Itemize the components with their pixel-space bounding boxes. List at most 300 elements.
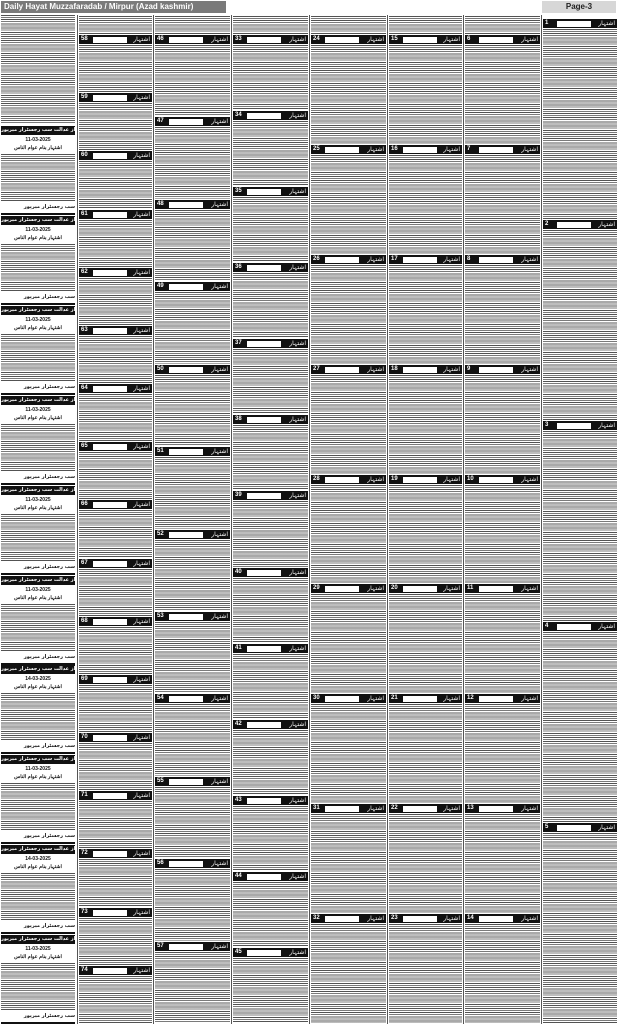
article-text bbox=[233, 806, 308, 871]
notice-number: 19 bbox=[391, 476, 398, 482]
notice-header bbox=[79, 326, 152, 335]
notice-brand-label: اشتہار bbox=[521, 805, 538, 812]
column-1 bbox=[77, 15, 153, 1024]
notice-number: 36 bbox=[235, 264, 242, 270]
header-blank-box bbox=[479, 806, 513, 812]
notice-brand-label: اشتہار bbox=[133, 618, 150, 625]
article-text bbox=[233, 882, 308, 947]
notice-header bbox=[79, 849, 152, 858]
notice-brand-label: اشتہار bbox=[289, 188, 306, 195]
notice-brand-label: اشتہار bbox=[289, 112, 306, 119]
notice-brand-label: اشتہار bbox=[443, 366, 460, 373]
notice-header bbox=[233, 111, 308, 120]
article-text bbox=[79, 801, 152, 848]
article-text bbox=[389, 265, 462, 364]
notice-brand-label: اشتہار bbox=[211, 695, 228, 702]
notice-header bbox=[389, 35, 462, 44]
article-text bbox=[79, 103, 152, 150]
article-text bbox=[155, 787, 230, 858]
notice-signature: سب رجسٹرار میرپور bbox=[23, 743, 75, 749]
masthead bbox=[0, 0, 617, 14]
header-blank-box bbox=[403, 916, 437, 922]
notice-brand-label: اشتہار bbox=[133, 211, 150, 218]
notice-brand-label: اشتہار bbox=[598, 824, 615, 831]
notice-date: 11-03-2025 bbox=[25, 317, 51, 323]
notice-number: 70 bbox=[81, 734, 88, 740]
notice-number: 66 bbox=[81, 501, 88, 507]
header-blank-box bbox=[325, 37, 359, 43]
article-text bbox=[79, 220, 152, 267]
notice-header bbox=[79, 35, 152, 44]
header-blank-box bbox=[247, 646, 281, 652]
notice-header bbox=[155, 694, 230, 703]
notice-brand-label: اشتہار bbox=[521, 146, 538, 153]
notice-signature: سب رجسٹرار میرپور bbox=[23, 204, 75, 210]
article-text bbox=[543, 230, 617, 420]
notice-title: اشتہار بنام عوام الناس bbox=[14, 235, 62, 241]
notice-number: 16 bbox=[391, 146, 398, 152]
notice-number: 32 bbox=[313, 915, 320, 921]
notice-number: 72 bbox=[81, 850, 88, 856]
article-text bbox=[79, 452, 152, 499]
header-blank-box bbox=[557, 423, 591, 429]
notice-number: 39 bbox=[235, 492, 242, 498]
article-text bbox=[233, 654, 308, 719]
notice-header bbox=[543, 220, 617, 229]
notice-number: 53 bbox=[157, 613, 164, 619]
notice-number: 17 bbox=[391, 256, 398, 262]
notice-brand-label: اشتہار bbox=[211, 118, 228, 125]
notice-header bbox=[389, 584, 462, 593]
notice-signature: سب رجسٹرار میرپور bbox=[23, 564, 75, 570]
header-blank-box bbox=[93, 677, 127, 683]
article-text bbox=[543, 29, 617, 219]
header-blank-box bbox=[169, 696, 203, 702]
notice-number: 65 bbox=[81, 443, 88, 449]
article-text bbox=[465, 45, 540, 144]
header-blank-box bbox=[169, 861, 203, 867]
article-text bbox=[79, 161, 152, 209]
article-text bbox=[1, 873, 75, 921]
article-text bbox=[1, 963, 75, 1011]
notice-number: 49 bbox=[157, 283, 164, 289]
notice-header bbox=[389, 914, 462, 923]
notice-header bbox=[465, 255, 540, 264]
article-text bbox=[233, 578, 308, 643]
notice-number: 7 bbox=[467, 146, 471, 152]
notice-brand-label: اشتہار bbox=[133, 734, 150, 741]
notice-title: اشتہار بنام عوام الناس bbox=[14, 774, 62, 780]
notice-brand-label: اشتہار bbox=[598, 221, 615, 228]
header-blank-box bbox=[169, 284, 203, 290]
article-text bbox=[311, 45, 386, 144]
notice-brand-label: اشتہار bbox=[133, 676, 150, 683]
article-text bbox=[155, 127, 230, 199]
notice-number: 46 bbox=[157, 36, 164, 42]
notice-number: 45 bbox=[235, 949, 242, 955]
notice-header bbox=[233, 263, 308, 272]
notice-brand-label: اشتہار bbox=[133, 269, 150, 276]
notice-number: 54 bbox=[157, 695, 164, 701]
notice-brand-label: اشتہار bbox=[521, 695, 538, 702]
notice-header bbox=[311, 365, 386, 374]
notice-number: 51 bbox=[157, 448, 164, 454]
notice-number: 40 bbox=[235, 569, 242, 575]
notice-brand-label: اشتہار bbox=[443, 256, 460, 263]
article-text bbox=[233, 273, 308, 338]
notice-office: از عدالت سب رجسٹرار میرپور bbox=[1, 217, 75, 223]
article-text bbox=[1, 15, 75, 123]
article-text bbox=[233, 730, 308, 795]
header-blank-box bbox=[479, 147, 513, 153]
article-text bbox=[389, 594, 462, 693]
notice-number: 74 bbox=[81, 967, 88, 973]
notice-header bbox=[543, 421, 617, 430]
notice-brand-label: اشتہار bbox=[133, 385, 150, 392]
header-blank-box bbox=[403, 696, 437, 702]
header-blank-box bbox=[169, 944, 203, 950]
notice-header bbox=[79, 384, 152, 393]
notice-office: از عدالت سب رجسٹرار میرپور bbox=[1, 666, 75, 672]
article-text bbox=[389, 485, 462, 583]
notice-number: 8 bbox=[467, 256, 471, 262]
notice-header bbox=[311, 475, 386, 484]
notice-number: 29 bbox=[313, 585, 320, 591]
article-text bbox=[389, 45, 462, 144]
article-text bbox=[79, 336, 152, 383]
notice-number: 31 bbox=[313, 805, 320, 811]
header-blank-box bbox=[403, 367, 437, 373]
header-blank-box bbox=[169, 367, 203, 373]
notice-brand-label: اشتہار bbox=[367, 805, 384, 812]
article-text bbox=[543, 632, 617, 822]
header-blank-box bbox=[93, 386, 127, 392]
notice-brand-label: اشتہار bbox=[133, 94, 150, 101]
article-text bbox=[1, 424, 75, 472]
article-text bbox=[233, 45, 308, 110]
header-blank-box bbox=[247, 189, 281, 195]
notice-header bbox=[79, 442, 152, 451]
article-text bbox=[311, 155, 386, 254]
header-blank-box bbox=[93, 561, 127, 567]
article-text bbox=[389, 924, 462, 1023]
notice-brand-label: اشتہار bbox=[289, 36, 306, 43]
article-text bbox=[79, 743, 152, 790]
article-text bbox=[79, 976, 152, 1023]
header-blank-box bbox=[479, 477, 513, 483]
header-blank-box bbox=[325, 806, 359, 812]
notice-number: 41 bbox=[235, 645, 242, 651]
notice-office: از عدالت سب رجسٹرار میرپور bbox=[1, 577, 75, 583]
article-text bbox=[311, 594, 386, 693]
notice-header bbox=[233, 872, 308, 881]
notice-brand-label: اشتہار bbox=[289, 873, 306, 880]
article-text bbox=[1, 514, 75, 562]
header-blank-box bbox=[169, 614, 203, 620]
notice-brand-label: اشتہار bbox=[367, 146, 384, 153]
notice-header bbox=[233, 491, 308, 500]
notice-number: 73 bbox=[81, 909, 88, 915]
column-4 bbox=[309, 15, 387, 1024]
notice-brand-label: اشتہار bbox=[289, 797, 306, 804]
header-blank-box bbox=[247, 874, 281, 880]
notice-number: 18 bbox=[391, 366, 398, 372]
header-blank-box bbox=[247, 37, 281, 43]
article-text bbox=[311, 704, 386, 803]
notice-brand-label: اشتہار bbox=[211, 201, 228, 208]
header-blank-box bbox=[169, 532, 203, 538]
notice-brand-label: اشتہار bbox=[443, 36, 460, 43]
notice-header bbox=[155, 117, 230, 126]
notice-header bbox=[233, 720, 308, 729]
article-text bbox=[1, 334, 75, 382]
header-blank-box bbox=[93, 95, 127, 101]
article-text bbox=[1, 154, 75, 202]
notice-brand-label: اشتہار bbox=[521, 36, 538, 43]
notice-brand-label: اشتہار bbox=[367, 476, 384, 483]
notice-brand-label: اشتہار bbox=[211, 283, 228, 290]
header-blank-box bbox=[93, 328, 127, 334]
notice-signature: سب رجسٹرار میرپور bbox=[23, 833, 75, 839]
notice-number: 4 bbox=[545, 623, 549, 629]
article-text bbox=[543, 431, 617, 621]
notice-header bbox=[465, 145, 540, 154]
notice-brand-label: اشتہار bbox=[443, 146, 460, 153]
notice-header bbox=[389, 804, 462, 813]
notice-header bbox=[155, 942, 230, 951]
notice-brand-label: اشتہار bbox=[367, 915, 384, 922]
article-text bbox=[311, 485, 386, 583]
notice-title: اشتہار بنام عوام الناس bbox=[14, 505, 62, 511]
header-blank-box bbox=[479, 586, 513, 592]
notice-brand-label: اشتہار bbox=[598, 623, 615, 630]
newspaper-columns bbox=[0, 15, 617, 1024]
header-blank-box bbox=[403, 586, 437, 592]
notice-header bbox=[79, 617, 152, 626]
notice-header bbox=[465, 475, 540, 484]
notice-number: 27 bbox=[313, 366, 320, 372]
notice-number: 28 bbox=[313, 476, 320, 482]
notice-brand-label: اشتہار bbox=[211, 778, 228, 785]
notice-number: 24 bbox=[313, 36, 320, 42]
notice-header bbox=[465, 914, 540, 923]
notice-brand-label: اشتہار bbox=[367, 256, 384, 263]
header-blank-box bbox=[403, 257, 437, 263]
notice-header bbox=[389, 475, 462, 484]
article-text bbox=[389, 16, 462, 34]
notice-number: 42 bbox=[235, 721, 242, 727]
header-blank-box bbox=[557, 21, 591, 27]
notice-brand-label: اشتہار bbox=[443, 805, 460, 812]
notice-header bbox=[543, 823, 617, 832]
notice-office: از عدالت سب رجسٹرار میرپور bbox=[1, 487, 75, 493]
article-text bbox=[233, 958, 308, 1023]
notice-office: از عدالت سب رجسٹرار میرپور bbox=[1, 756, 75, 762]
header-blank-box bbox=[93, 851, 127, 857]
notice-brand-label: اشتہار bbox=[133, 967, 150, 974]
notice-number: 9 bbox=[467, 366, 471, 372]
article-text bbox=[155, 457, 230, 529]
notice-number: 56 bbox=[157, 860, 164, 866]
notice-number: 38 bbox=[235, 416, 242, 422]
article-text bbox=[311, 375, 386, 474]
article-text bbox=[465, 704, 540, 803]
notice-number: 11 bbox=[467, 585, 474, 591]
notice-header bbox=[155, 282, 230, 291]
notice-header bbox=[543, 622, 617, 631]
header-blank-box bbox=[247, 722, 281, 728]
notice-brand-label: اشتہار bbox=[521, 256, 538, 263]
notice-brand-label: اشتہار bbox=[598, 422, 615, 429]
header-blank-box bbox=[93, 910, 127, 916]
notice-brand-label: اشتہار bbox=[367, 695, 384, 702]
article-text bbox=[389, 155, 462, 254]
notice-header bbox=[233, 644, 308, 653]
notice-header bbox=[465, 804, 540, 813]
notice-brand-label: اشتہار bbox=[133, 327, 150, 334]
notice-header bbox=[155, 777, 230, 786]
notice-header bbox=[389, 694, 462, 703]
notice-number: 21 bbox=[391, 695, 398, 701]
notice-brand-label: اشتہار bbox=[521, 585, 538, 592]
notice-brand-label: اشتہار bbox=[211, 613, 228, 620]
header-blank-box bbox=[325, 916, 359, 922]
notice-number: 3 bbox=[545, 422, 549, 428]
notice-title: اشتہار بنام عوام الناس bbox=[14, 595, 62, 601]
notice-office: از عدالت سب رجسٹرار میرپور bbox=[1, 846, 75, 852]
notice-number: 35 bbox=[235, 188, 242, 194]
notice-header bbox=[311, 914, 386, 923]
notice-title: اشتہار بنام عوام الناس bbox=[14, 145, 62, 151]
column-7 bbox=[541, 15, 617, 1024]
article-text bbox=[155, 16, 230, 34]
article-text bbox=[79, 45, 152, 92]
header-blank-box bbox=[557, 825, 591, 831]
notice-office: از عدالت سب رجسٹرار میرپور bbox=[1, 307, 75, 313]
notice-number: 34 bbox=[235, 112, 242, 118]
notice-brand-label: اشتہار bbox=[133, 443, 150, 450]
newspaper-title: Daily Hayat Muzzafaradab / Mirpur (Azad kashmir) bbox=[1, 1, 226, 13]
notice-brand-label: اشتہار bbox=[443, 915, 460, 922]
notice-header bbox=[155, 447, 230, 456]
notice-brand-label: اشتہار bbox=[598, 20, 615, 27]
notice-header bbox=[465, 35, 540, 44]
notice-header bbox=[79, 559, 152, 568]
header-blank-box bbox=[169, 779, 203, 785]
header-blank-box bbox=[247, 950, 281, 956]
notice-number: 33 bbox=[235, 36, 242, 42]
notice-header bbox=[79, 268, 152, 277]
article-text bbox=[465, 265, 540, 364]
notice-brand-label: اشتہار bbox=[211, 366, 228, 373]
notice-number: 48 bbox=[157, 201, 164, 207]
header-blank-box bbox=[403, 147, 437, 153]
notice-header bbox=[79, 791, 152, 800]
article-text bbox=[79, 569, 152, 616]
notice-date: 11-03-2025 bbox=[25, 587, 51, 593]
notice-header bbox=[233, 796, 308, 805]
notice-title: اشتہار بنام عوام الناس bbox=[14, 415, 62, 421]
notice-header bbox=[311, 35, 386, 44]
notice-brand-label: اشتہار bbox=[521, 366, 538, 373]
article-text bbox=[465, 814, 540, 913]
notice-number: 13 bbox=[467, 805, 474, 811]
notice-title: اشتہار بنام عوام الناس bbox=[14, 954, 62, 960]
header-blank-box bbox=[93, 793, 127, 799]
article-text bbox=[1, 604, 75, 652]
header-blank-box bbox=[247, 798, 281, 804]
article-text bbox=[389, 375, 462, 474]
article-text bbox=[311, 814, 386, 913]
notice-number: 2 bbox=[545, 221, 549, 227]
notice-number: 59 bbox=[81, 94, 88, 100]
notice-header bbox=[233, 415, 308, 424]
page-number: Page-3 bbox=[542, 1, 616, 13]
notice-header bbox=[79, 908, 152, 917]
header-blank-box bbox=[247, 493, 281, 499]
header-blank-box bbox=[557, 624, 591, 630]
notice-brand-label: اشتہار bbox=[443, 476, 460, 483]
notice-brand-label: اشتہار bbox=[133, 792, 150, 799]
notice-header bbox=[79, 210, 152, 219]
column-5 bbox=[387, 15, 463, 1024]
notice-number: 23 bbox=[391, 915, 398, 921]
notice-header bbox=[79, 966, 152, 975]
article-text bbox=[155, 952, 230, 1023]
notice-date: 11-03-2025 bbox=[25, 137, 51, 143]
header-blank-box bbox=[247, 570, 281, 576]
notice-signature: سب رجسٹرار میرپور bbox=[23, 294, 75, 300]
header-blank-box bbox=[93, 212, 127, 218]
notice-number: 69 bbox=[81, 676, 88, 682]
notice-number: 61 bbox=[81, 211, 88, 217]
article-text bbox=[465, 924, 540, 1023]
notice-number: 20 bbox=[391, 585, 398, 591]
article-text bbox=[465, 485, 540, 583]
notice-header bbox=[233, 339, 308, 348]
notice-brand-label: اشتہار bbox=[211, 448, 228, 455]
notice-date: 11-03-2025 bbox=[25, 407, 51, 413]
notice-number: 43 bbox=[235, 797, 242, 803]
notice-header bbox=[155, 859, 230, 868]
notice-brand-label: اشتہار bbox=[133, 850, 150, 857]
header-blank-box bbox=[325, 257, 359, 263]
header-blank-box bbox=[93, 270, 127, 276]
header-blank-box bbox=[93, 502, 127, 508]
article-text bbox=[155, 210, 230, 281]
header-blank-box bbox=[247, 113, 281, 119]
notice-brand-label: اشتہار bbox=[289, 645, 306, 652]
article-text bbox=[233, 501, 308, 567]
header-blank-box bbox=[247, 417, 281, 423]
article-text bbox=[311, 265, 386, 364]
notice-brand-label: اشتہار bbox=[443, 585, 460, 592]
notice-number: 22 bbox=[391, 805, 398, 811]
article-text bbox=[155, 540, 230, 611]
article-text bbox=[233, 425, 308, 490]
article-text bbox=[465, 594, 540, 693]
column-notices bbox=[0, 15, 76, 1024]
notice-title: اشتہار بنام عوام الناس bbox=[14, 684, 62, 690]
notice-header bbox=[389, 145, 462, 154]
notice-number: 62 bbox=[81, 269, 88, 275]
article-text bbox=[233, 349, 308, 414]
article-text bbox=[311, 16, 386, 34]
notice-header bbox=[79, 500, 152, 509]
notice-header bbox=[155, 35, 230, 44]
notice-header bbox=[79, 733, 152, 742]
article-text bbox=[79, 627, 152, 674]
